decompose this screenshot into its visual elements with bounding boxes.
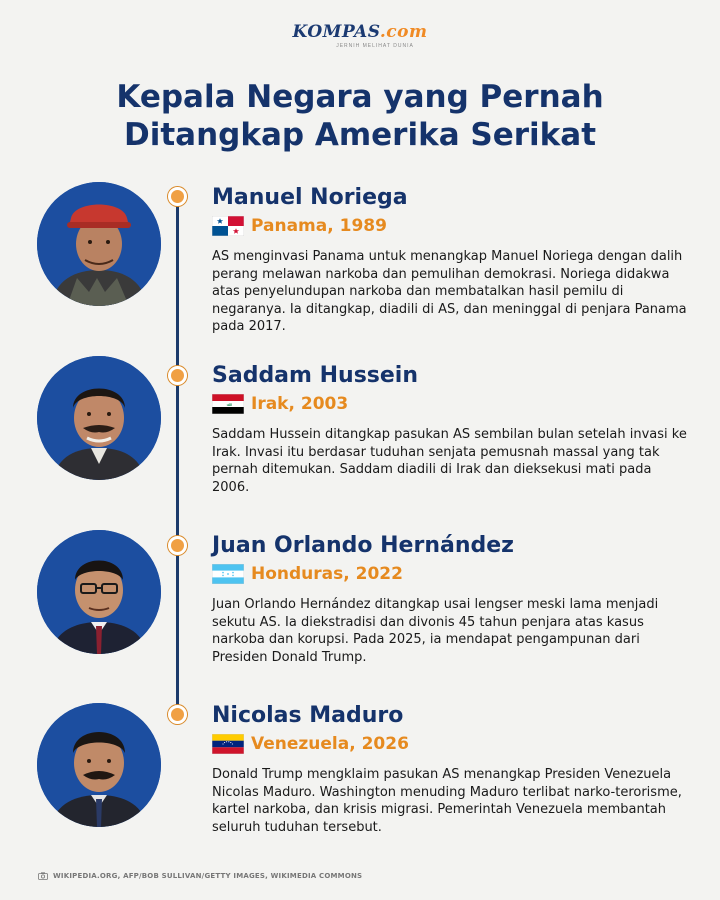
title-line-1: Kepala Negara yang Pernah <box>116 79 604 115</box>
entry-description: Juan Orlando Hernández ditangkap usai lengser meski lama menjadi sekutu AS. Ia diekstradisi dan divonis 45 tahun penjara atas kasus narkoba dan korupsi. Pada 2025, ia mendapat pengampunan dari Presiden Donald Trump. <box>212 597 659 665</box>
timeline-node-1 <box>168 187 187 206</box>
entry-meta <box>212 562 692 586</box>
entry-name: Manuel Noriega <box>212 185 408 210</box>
iraq-flag-icon <box>212 394 244 414</box>
brand-logo <box>0 22 720 49</box>
panama-flag-icon <box>212 216 244 236</box>
entry-meta <box>212 214 692 238</box>
entry-hernandez <box>212 532 692 666</box>
entry-saddam <box>212 362 692 496</box>
camera-icon <box>38 872 48 880</box>
title-line-2: Ditangkap Amerika Serikat <box>123 117 597 153</box>
svg-text:ﷲ: ﷲ <box>226 403 230 408</box>
venezuela-flag-icon <box>212 734 244 754</box>
entry-description: Saddam Hussein ditangkap pasukan AS sembilan bulan setelah invasi ke Irak. Invasi itu berdasar tuduhan senjata pemusnah massal yang tak pernah ditemukan. Saddam diadili di Irak dan dieksekusi mati pada 2006. <box>212 427 687 495</box>
timeline-node-4 <box>168 705 187 724</box>
entry-meta <box>212 732 692 756</box>
portrait-noriega <box>37 182 161 306</box>
brand-wordmark: KOMPAS.com <box>292 22 428 42</box>
brand-tagline: JERNIH MELIHAT DUNIA <box>336 43 414 49</box>
entry-maduro <box>212 702 692 836</box>
entry-meta <box>212 392 692 416</box>
timeline-node-2 <box>168 366 187 385</box>
entry-name: Juan Orlando Hernández <box>212 533 514 558</box>
portrait-saddam <box>37 356 161 480</box>
portrait-maduro <box>37 703 161 827</box>
photo-credits <box>38 872 362 880</box>
entry-description: Donald Trump mengklaim pasukan AS menangkap Presiden Venezuela Nicolas Maduro. Washington menuding Maduro terlibat narko-terorisme, kartel narkoba, dan krisis migrasi. Pemerintah Venezuela membantah seluruh tuduhan tersebut. <box>212 767 682 835</box>
entry-place: Venezuela, 2026 <box>251 734 409 754</box>
entry-place: Panama, 1989 <box>251 216 387 236</box>
page-title <box>0 78 720 154</box>
entry-place: Honduras, 2022 <box>251 564 403 584</box>
entry-noriega <box>212 184 692 336</box>
timeline-node-3 <box>168 536 187 555</box>
entry-description: AS menginvasi Panama untuk menangkap Manuel Noriega dengan dalih perang melawan narkoba dan pemulihan demokrasi. Noriega didakwa atas penyelundupan narkoba dan membatalkan hasil pemilu di negaranya. Ia ditangkap, diadili di AS, dan meninggal di penjara Panama pada 2017. <box>212 249 687 334</box>
portrait-hernandez <box>37 530 161 654</box>
honduras-flag-icon <box>212 564 244 584</box>
entry-place: Irak, 2003 <box>251 394 349 414</box>
entry-name: Saddam Hussein <box>212 363 419 388</box>
credits-text: WIKIPEDIA.ORG, AFP/BOB SULLIVAN/GETTY IMAGES, WIKIMEDIA COMMONS <box>53 872 363 880</box>
timeline-line <box>176 196 179 714</box>
entry-name: Nicolas Maduro <box>212 703 404 728</box>
